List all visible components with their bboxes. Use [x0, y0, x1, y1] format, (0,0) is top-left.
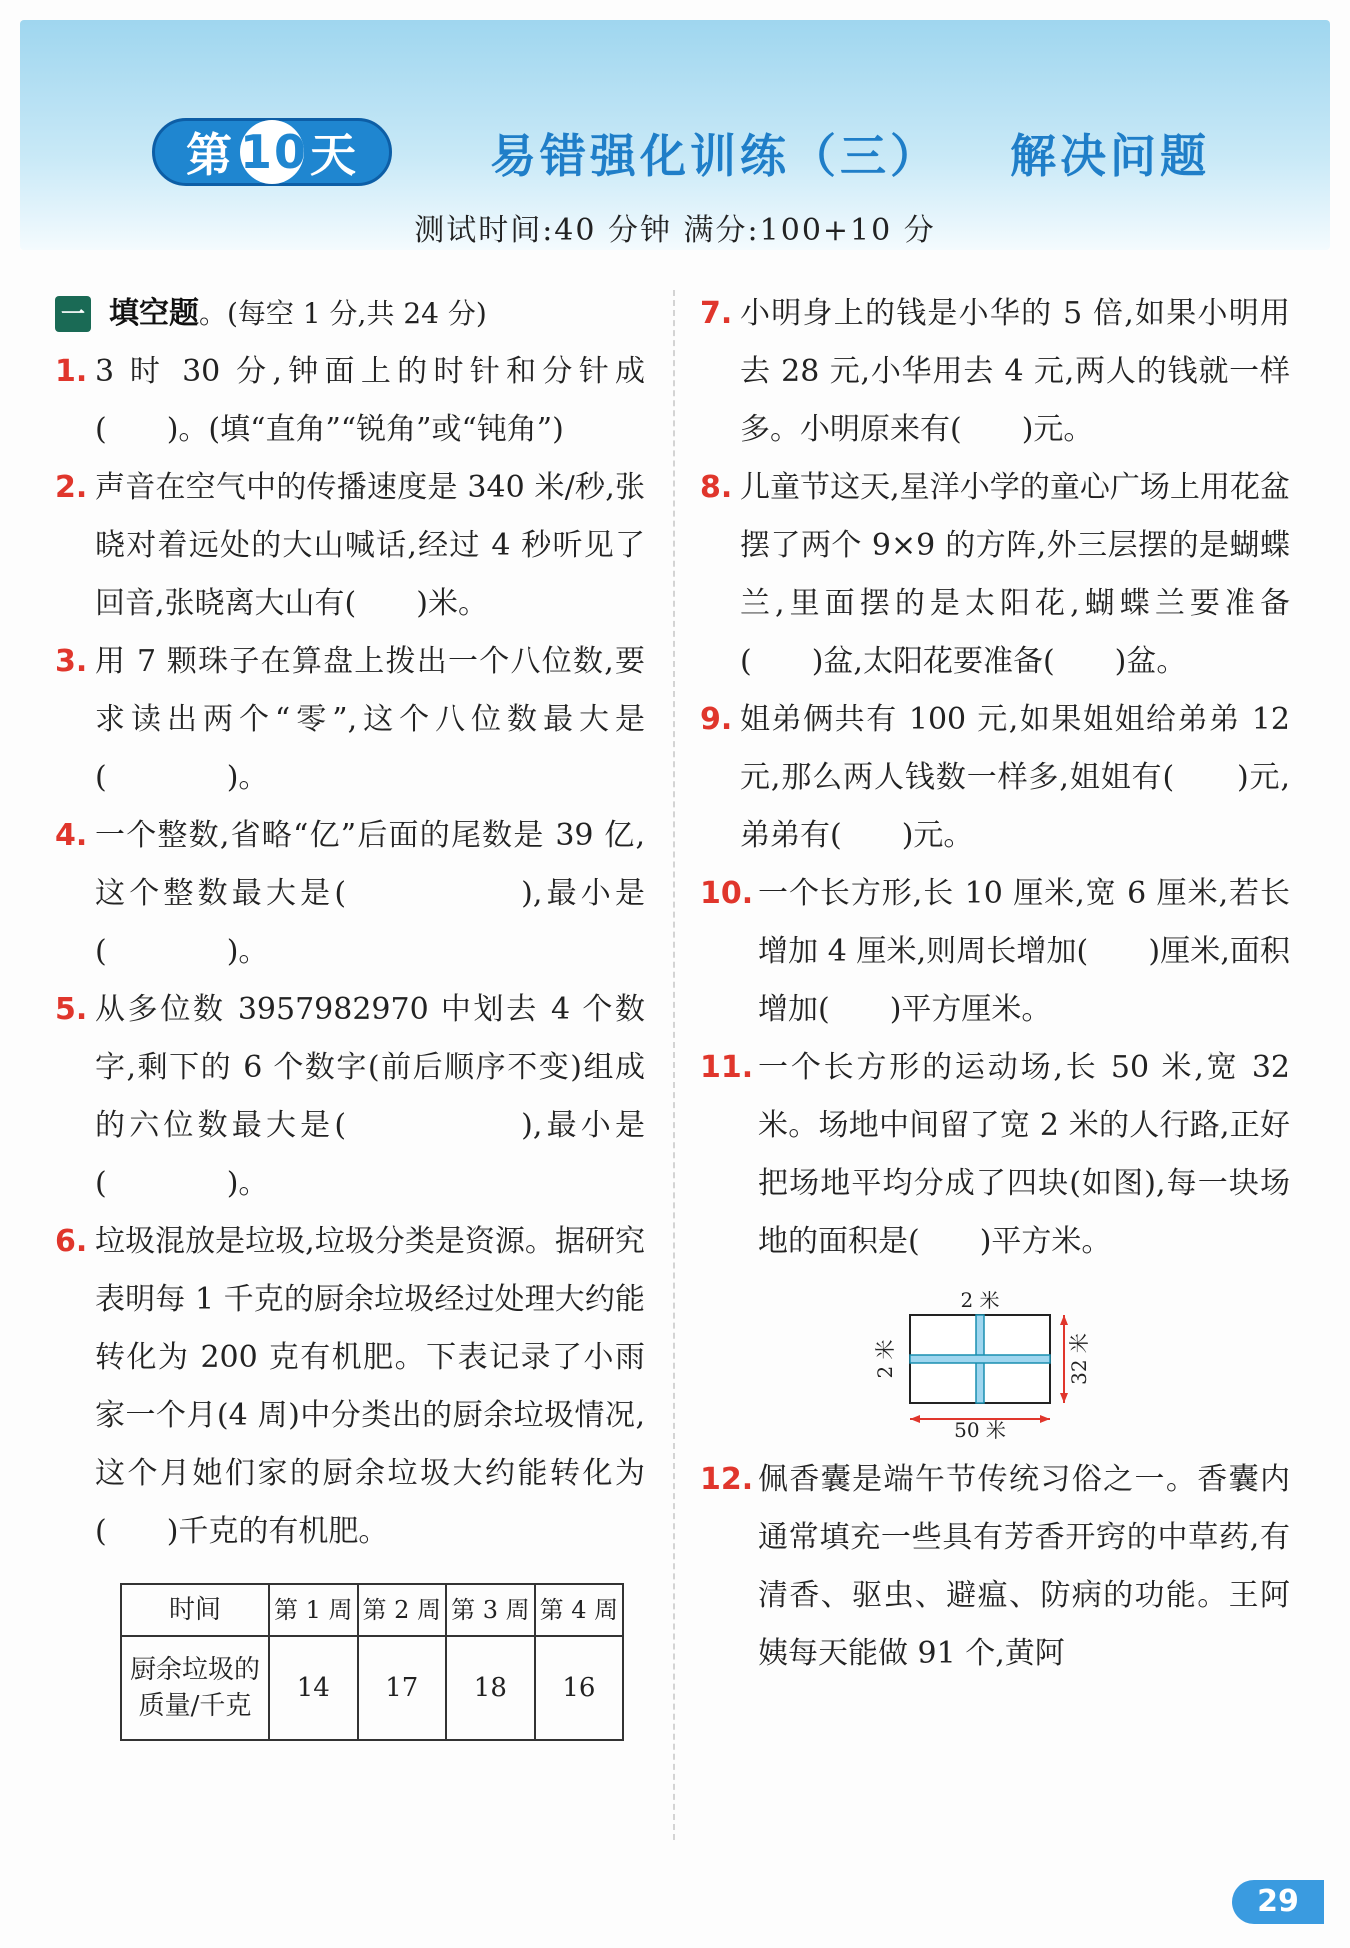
question-number: 8.	[700, 470, 733, 505]
right-label: 32 米	[1067, 1333, 1091, 1385]
question-text: 小明身上的钱是小华的 5 倍,如果小明用去 28 元,小华用去 4 元,两人的钱就一样多。小明原来有( )元。	[740, 296, 1290, 447]
question-text: 儿童节这天,星洋小学的童心广场上用花盆摆了两个 9×9 的方阵,外三层摆的是蝴蝶兰,里面摆的是太阳花,蝴蝶兰要准备( )盆,太阳花要准备( )盆。	[740, 470, 1290, 679]
question-number: 6.	[55, 1224, 88, 1259]
arrow-right-icon	[1040, 1415, 1050, 1423]
question-number: 4.	[55, 818, 88, 853]
question-text: 声音在空气中的传播速度是 340 米/秒,张晓对着远处的大山喊话,经过 4 秒听见了回音,张晓离大山有( )米。	[95, 470, 645, 621]
field-diagram	[870, 1291, 1110, 1441]
day-number: 10	[240, 120, 304, 184]
section-header	[55, 285, 645, 343]
question-text: 一个长方形的运动场,长 50 米,宽 32 米。场地中间留了宽 2 米的人行路,正好把场地平均分成了四块(如图),每一块场地的面积是( )平方米。	[758, 1050, 1290, 1259]
question-number: 7.	[700, 296, 733, 331]
table-cell: 18	[446, 1636, 535, 1740]
question-number: 10.	[700, 876, 754, 911]
horizontal-path	[910, 1355, 1050, 1363]
table-header-cell: 时间	[121, 1584, 269, 1636]
question-8	[700, 459, 1290, 691]
page-number: 29	[1232, 1880, 1324, 1924]
question-number: 1.	[55, 354, 88, 389]
question-4	[55, 807, 645, 981]
question-2	[55, 459, 645, 633]
left-column	[55, 285, 645, 1741]
bottom-label: 50 米	[954, 1418, 1006, 1441]
kitchen-waste-table	[120, 1583, 624, 1741]
right-column	[700, 285, 1290, 1683]
question-10	[700, 865, 1290, 1039]
question-number: 5.	[55, 992, 88, 1027]
section-scoring-note: 。(每空 1 分,共 24 分)	[199, 297, 487, 330]
top-label: 2 米	[960, 1291, 1000, 1312]
question-6	[55, 1213, 645, 1561]
question-12	[700, 1451, 1290, 1683]
question-5	[55, 981, 645, 1213]
question-3	[55, 633, 645, 807]
section-number-icon: 一	[55, 296, 91, 332]
question-text: 从多位数 3957982970 中划去 4 个数字,剩下的 6 个数字(前后顺序不变)组成的六位数最大是( ),最小是( )。	[95, 992, 645, 1201]
question-11	[700, 1039, 1290, 1271]
question-7	[700, 285, 1290, 459]
question-text: 一个长方形,长 10 厘米,宽 6 厘米,若长增加 4 厘米,则周长增加( )厘米,面积增加( )平方厘米。	[758, 876, 1290, 1027]
question-1	[55, 343, 645, 459]
table-cell: 14	[269, 1636, 358, 1740]
table-header-cell: 第 4 周	[535, 1584, 624, 1636]
day-badge	[152, 118, 392, 186]
day-badge-suffix: 天	[310, 128, 358, 182]
question-text: 一个整数,省略“亿”后面的尾数是 39 亿,这个整数最大是( ),最小是( )。	[95, 818, 645, 969]
question-number: 2.	[55, 470, 88, 505]
table-row	[121, 1636, 623, 1740]
table-header-cell: 第 2 周	[358, 1584, 447, 1636]
arrow-up-icon	[1060, 1315, 1068, 1325]
column-divider	[673, 290, 675, 1840]
day-badge-prefix: 第	[186, 128, 234, 182]
question-text: 佩香囊是端午节传统习俗之一。香囊内通常填充一些具有芳香开窍的中草药,有清香、驱虫、避瘟、防病的功能。王阿姨每天能做 91 个,黄阿	[758, 1462, 1290, 1671]
field-diagram-svg	[870, 1291, 1110, 1441]
page-subtitle: 解决问题	[1010, 129, 1210, 183]
test-info: 测试时间:40 分钟 满分:100+10 分	[414, 213, 936, 248]
table-cell: 16	[535, 1636, 624, 1740]
question-number: 3.	[55, 644, 88, 679]
table-header-row	[121, 1584, 623, 1636]
question-number: 9.	[700, 702, 733, 737]
page-title: 易错强化训练（三）	[490, 129, 940, 183]
arrow-left-icon	[910, 1415, 920, 1423]
question-9	[700, 691, 1290, 865]
question-text: 用 7 颗珠子在算盘上拨出一个八位数,要求读出两个“零”,这个八位数最大是( )。	[95, 644, 645, 795]
question-number: 12.	[700, 1462, 754, 1497]
arrow-down-icon	[1060, 1393, 1068, 1403]
table-header-cell: 第 1 周	[269, 1584, 358, 1636]
left-label: 2 米	[873, 1339, 897, 1379]
section-title: 填空题	[109, 296, 199, 331]
table-header-cell: 第 3 周	[446, 1584, 535, 1636]
question-text: 垃圾混放是垃圾,垃圾分类是资源。据研究表明每 1 千克的厨余垃圾经过处理大约能转化为 200 克有机肥。下表记录了小雨家一个月(4 周)中分类出的厨余垃圾情况,这个月她们家的厨余垃圾大约能转化为( )千克的有机肥。	[95, 1224, 645, 1549]
question-text: 3 时 30 分,钟面上的时针和分针成( )。(填“直角”“锐角”或“钝角”)	[95, 354, 645, 447]
table-cell: 17	[358, 1636, 447, 1740]
question-text: 姐弟俩共有 100 元,如果姐姐给弟弟 12 元,那么两人钱数一样多,姐姐有( )元,弟弟有( )元。	[740, 702, 1290, 853]
table-row-label: 厨余垃圾的质量/千克	[121, 1636, 269, 1740]
question-number: 11.	[700, 1050, 754, 1085]
